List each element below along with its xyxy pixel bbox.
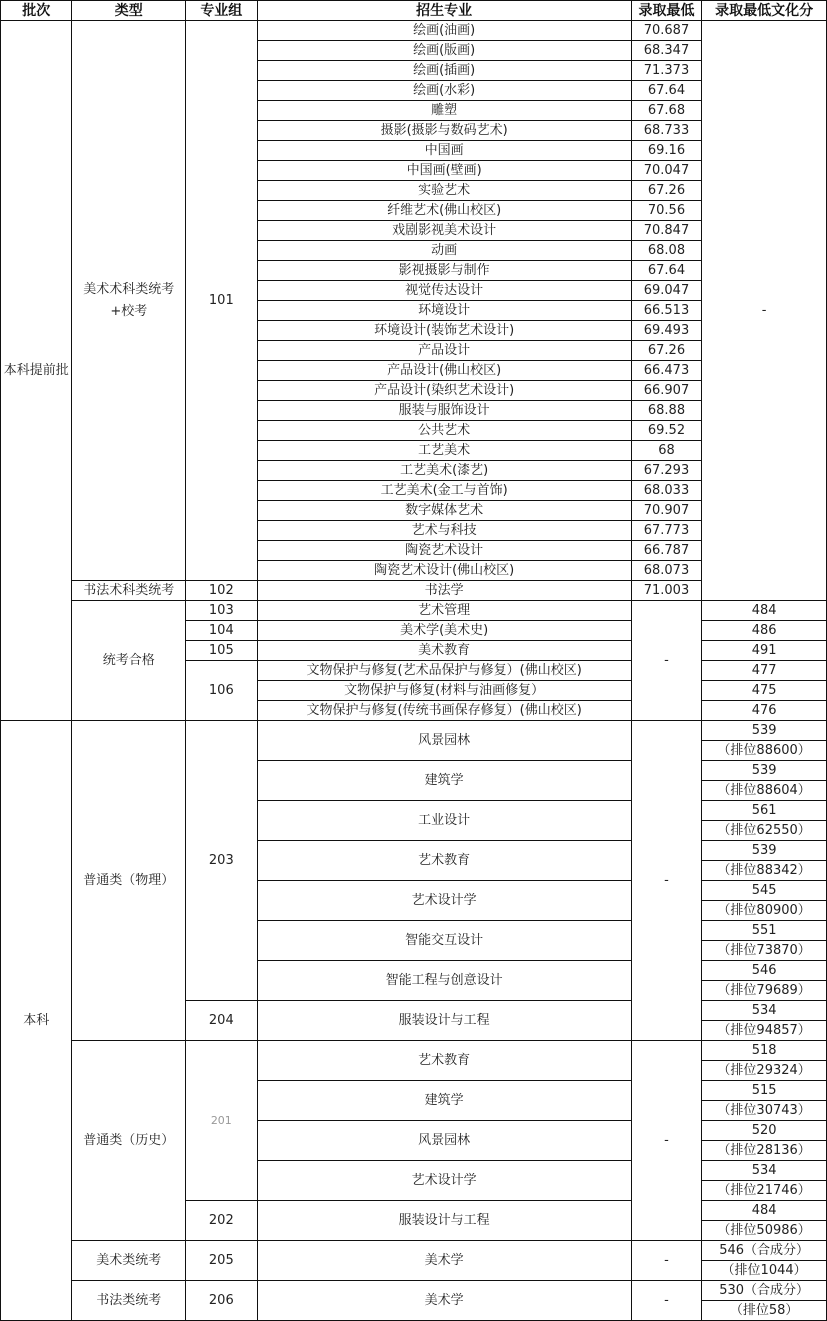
major-cell: 工艺美术(漆艺) bbox=[257, 461, 631, 481]
major-cell: 产品设计(染织艺术设计) bbox=[257, 381, 631, 401]
score-cell: 67.68 bbox=[631, 101, 701, 121]
culture-cell: 530（合成分） bbox=[702, 1281, 827, 1301]
culture-cell: 534 bbox=[702, 1001, 827, 1021]
score-cell: 70.047 bbox=[631, 161, 701, 181]
group-cell: 103 bbox=[186, 601, 257, 621]
score-cell: 68.073 bbox=[631, 561, 701, 581]
type-cell: 普通类（历史） bbox=[72, 1041, 186, 1241]
type-cell: 书法术科类统考 bbox=[72, 581, 186, 601]
group-cell: 201 bbox=[186, 1041, 257, 1201]
group-cell: 105 bbox=[186, 641, 257, 661]
rank-cell: （排位73870） bbox=[702, 941, 827, 961]
culture-cell: 477 bbox=[702, 661, 827, 681]
score-cell: 70.56 bbox=[631, 201, 701, 221]
group-cell: 102 bbox=[186, 581, 257, 601]
major-cell: 艺术与科技 bbox=[257, 521, 631, 541]
major-cell: 陶瓷艺术设计 bbox=[257, 541, 631, 561]
major-cell: 工艺美术(金工与首饰) bbox=[257, 481, 631, 501]
score-cell: 68.88 bbox=[631, 401, 701, 421]
major-cell: 艺术教育 bbox=[257, 1041, 631, 1081]
table-row bbox=[1, 21, 827, 41]
major-cell: 环境设计 bbox=[257, 301, 631, 321]
major-cell: 动画 bbox=[257, 241, 631, 261]
culture-cell: 539 bbox=[702, 721, 827, 741]
rank-cell: （排位88600） bbox=[702, 741, 827, 761]
culture-cell: 515 bbox=[702, 1081, 827, 1101]
table-row bbox=[1, 1281, 827, 1301]
table-row bbox=[1, 721, 827, 741]
score-cell: 67.64 bbox=[631, 81, 701, 101]
major-cell: 书法学 bbox=[257, 581, 631, 601]
rank-cell: （排位58） bbox=[702, 1301, 827, 1321]
major-cell: 建筑学 bbox=[257, 1081, 631, 1121]
major-cell: 绘画(水彩) bbox=[257, 81, 631, 101]
major-cell: 服装与服饰设计 bbox=[257, 401, 631, 421]
score-cell: 67.26 bbox=[631, 181, 701, 201]
header-type: 类型 bbox=[72, 1, 186, 21]
group-cell: 101 bbox=[186, 21, 257, 581]
score-cell: 68.733 bbox=[631, 121, 701, 141]
type-cell: 美术术科类统考+校考 bbox=[72, 21, 186, 581]
major-cell: 绘画(油画) bbox=[257, 21, 631, 41]
type-cell: 普通类（物理） bbox=[72, 721, 186, 1041]
culture-cell: - bbox=[702, 21, 827, 601]
score-cell: 67.293 bbox=[631, 461, 701, 481]
score-cell: 71.003 bbox=[631, 581, 701, 601]
score-cell: 71.373 bbox=[631, 61, 701, 81]
rank-cell: （排位50986） bbox=[702, 1221, 827, 1241]
header-row bbox=[1, 1, 827, 21]
culture-cell: 475 bbox=[702, 681, 827, 701]
culture-cell: 534 bbox=[702, 1161, 827, 1181]
major-cell: 视觉传达设计 bbox=[257, 281, 631, 301]
major-cell: 纤维艺术(佛山校区) bbox=[257, 201, 631, 221]
culture-cell: 518 bbox=[702, 1041, 827, 1061]
header-batch: 批次 bbox=[1, 1, 72, 21]
major-cell: 艺术设计学 bbox=[257, 1161, 631, 1201]
score-cell: 66.787 bbox=[631, 541, 701, 561]
score-cell: 70.687 bbox=[631, 21, 701, 41]
major-cell: 环境设计(装饰艺术设计) bbox=[257, 321, 631, 341]
score-cell: 66.473 bbox=[631, 361, 701, 381]
score-cell: 68 bbox=[631, 441, 701, 461]
culture-cell: 484 bbox=[702, 1201, 827, 1221]
major-cell: 服装设计与工程 bbox=[257, 1201, 631, 1241]
score-cell: 69.047 bbox=[631, 281, 701, 301]
major-cell: 美术教育 bbox=[257, 641, 631, 661]
score-cell: 66.907 bbox=[631, 381, 701, 401]
major-cell: 建筑学 bbox=[257, 761, 631, 801]
major-cell: 公共艺术 bbox=[257, 421, 631, 441]
score-cell: - bbox=[631, 601, 701, 721]
group-cell: 106 bbox=[186, 661, 257, 721]
major-cell: 美术学 bbox=[257, 1241, 631, 1281]
major-cell: 中国画(壁画) bbox=[257, 161, 631, 181]
culture-cell: 546（合成分） bbox=[702, 1241, 827, 1261]
score-cell: 68.08 bbox=[631, 241, 701, 261]
culture-cell: 539 bbox=[702, 761, 827, 781]
score-cell: 70.847 bbox=[631, 221, 701, 241]
header-min-score: 录取最低 bbox=[631, 1, 701, 21]
major-cell: 影视摄影与制作 bbox=[257, 261, 631, 281]
score-cell: 68.033 bbox=[631, 481, 701, 501]
major-cell: 摄影(摄影与数码艺术) bbox=[257, 121, 631, 141]
group-cell: 205 bbox=[186, 1241, 257, 1281]
major-cell: 智能交互设计 bbox=[257, 921, 631, 961]
group-cell: 104 bbox=[186, 621, 257, 641]
table-row bbox=[1, 1241, 827, 1261]
culture-cell: 551 bbox=[702, 921, 827, 941]
major-cell: 数字媒体艺术 bbox=[257, 501, 631, 521]
rank-cell: （排位62550） bbox=[702, 821, 827, 841]
major-cell: 产品设计 bbox=[257, 341, 631, 361]
rank-cell: （排位30743） bbox=[702, 1101, 827, 1121]
header-min-culture: 录取最低文化分 bbox=[702, 1, 827, 21]
score-cell: 70.907 bbox=[631, 501, 701, 521]
major-cell: 产品设计(佛山校区) bbox=[257, 361, 631, 381]
culture-cell: 539 bbox=[702, 841, 827, 861]
group-cell: 204 bbox=[186, 1001, 257, 1041]
group-cell: 206 bbox=[186, 1281, 257, 1321]
score-cell: 67.26 bbox=[631, 341, 701, 361]
score-cell: 66.513 bbox=[631, 301, 701, 321]
culture-cell: 486 bbox=[702, 621, 827, 641]
major-cell: 美术学 bbox=[257, 1281, 631, 1321]
culture-cell: 561 bbox=[702, 801, 827, 821]
culture-cell: 520 bbox=[702, 1121, 827, 1141]
culture-cell: 545 bbox=[702, 881, 827, 901]
score-cell: - bbox=[631, 721, 701, 1041]
culture-cell: 476 bbox=[702, 701, 827, 721]
type-cell: 书法类统考 bbox=[72, 1281, 186, 1321]
rank-cell: （排位80900） bbox=[702, 901, 827, 921]
major-cell: 陶瓷艺术设计(佛山校区) bbox=[257, 561, 631, 581]
culture-cell: 491 bbox=[702, 641, 827, 661]
group-cell: 203 bbox=[186, 721, 257, 1001]
score-cell: 69.52 bbox=[631, 421, 701, 441]
culture-cell: 546 bbox=[702, 961, 827, 981]
major-cell: 实验艺术 bbox=[257, 181, 631, 201]
header-group: 专业组 bbox=[186, 1, 257, 21]
major-cell: 文物保护与修复(材料与油画修复） bbox=[257, 681, 631, 701]
rank-cell: （排位79689） bbox=[702, 981, 827, 1001]
major-cell: 戏剧影视美术设计 bbox=[257, 221, 631, 241]
major-cell: 雕塑 bbox=[257, 101, 631, 121]
batch-cell: 本科 bbox=[1, 721, 72, 1321]
major-cell: 文物保护与修复(艺术品保护与修复）(佛山校区) bbox=[257, 661, 631, 681]
type-cell: 统考合格 bbox=[72, 601, 186, 721]
major-cell: 绘画(版画) bbox=[257, 41, 631, 61]
score-cell: 67.64 bbox=[631, 261, 701, 281]
major-cell: 中国画 bbox=[257, 141, 631, 161]
rank-cell: （排位21746） bbox=[702, 1181, 827, 1201]
major-cell: 艺术管理 bbox=[257, 601, 631, 621]
score-cell: 69.16 bbox=[631, 141, 701, 161]
score-cell: 68.347 bbox=[631, 41, 701, 61]
rank-cell: （排位1044） bbox=[702, 1261, 827, 1281]
major-cell: 美术学(美术史) bbox=[257, 621, 631, 641]
rank-cell: （排位94857） bbox=[702, 1021, 827, 1041]
score-cell: 67.773 bbox=[631, 521, 701, 541]
score-cell: - bbox=[631, 1241, 701, 1281]
major-cell: 工艺美术 bbox=[257, 441, 631, 461]
score-cell: - bbox=[631, 1281, 701, 1321]
major-cell: 艺术设计学 bbox=[257, 881, 631, 921]
major-cell: 服装设计与工程 bbox=[257, 1001, 631, 1041]
major-cell: 绘画(插画) bbox=[257, 61, 631, 81]
table-row bbox=[1, 1041, 827, 1061]
score-cell: 69.493 bbox=[631, 321, 701, 341]
rank-cell: （排位28136） bbox=[702, 1141, 827, 1161]
header-major: 招生专业 bbox=[257, 1, 631, 21]
type-cell: 美术类统考 bbox=[72, 1241, 186, 1281]
rank-cell: （排位88342） bbox=[702, 861, 827, 881]
culture-cell: 484 bbox=[702, 601, 827, 621]
table-row bbox=[1, 601, 827, 621]
batch-cell: 本科提前批 bbox=[1, 21, 72, 721]
rank-cell: （排位88604） bbox=[702, 781, 827, 801]
group-cell: 202 bbox=[186, 1201, 257, 1241]
major-cell: 文物保护与修复(传统书画保存修复）(佛山校区) bbox=[257, 701, 631, 721]
major-cell: 智能工程与创意设计 bbox=[257, 961, 631, 1001]
major-cell: 风景园林 bbox=[257, 1121, 631, 1161]
major-cell: 工业设计 bbox=[257, 801, 631, 841]
rank-cell: （排位29324） bbox=[702, 1061, 827, 1081]
major-cell: 艺术教育 bbox=[257, 841, 631, 881]
major-cell: 风景园林 bbox=[257, 721, 631, 761]
score-cell: - bbox=[631, 1041, 701, 1241]
